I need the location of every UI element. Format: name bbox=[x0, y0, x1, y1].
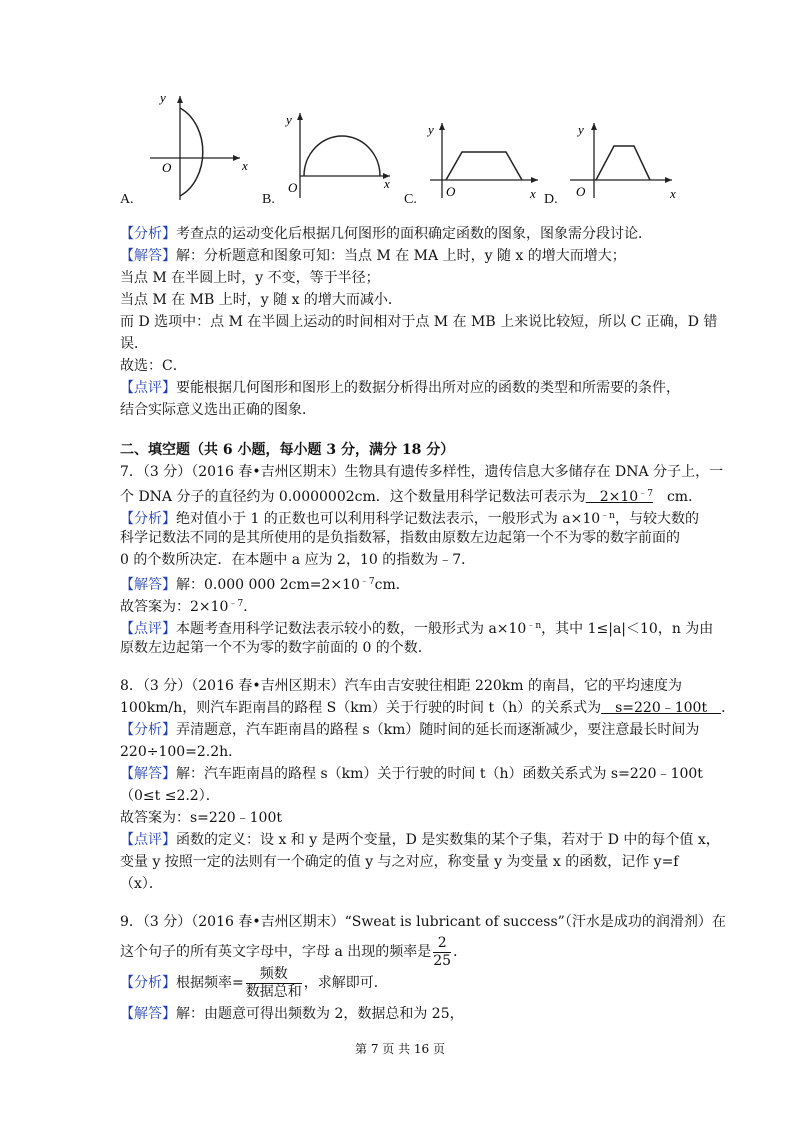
q6-solution-line: 而 D 选项中：点 M 在半圆上运动的时间相对于点 M 在 MB 上来说比较短，所以 C 正确，D 错 bbox=[120, 314, 718, 330]
axis-y: y bbox=[286, 112, 292, 127]
q9-analysis: 【分析】根据频率= $\frac{\text{频数}}{\text{数据总和}}$ ，求解即可． bbox=[120, 965, 388, 1000]
axis-y: y bbox=[428, 122, 434, 137]
q8-solution: 【解答】解：汽车距南昌的路程 s（km）关于行驶的时间 t（h）函数关系式为 s=220﹣100t bbox=[120, 766, 703, 782]
q6-solution-line: 【解答】解：分析题意和图象可知：当点 M 在 MA 上时，y 随 x 的增大而增大； bbox=[120, 248, 626, 264]
q8-comment-line: 变量 y 按照一定的法则有一个确定的值 y 与之对应，称变量 y 为变量 x 的函数，记作 y=f bbox=[120, 854, 679, 870]
q8-comment-line: （x）． bbox=[120, 876, 163, 892]
axis-x: x bbox=[530, 186, 536, 201]
graph-option-d bbox=[562, 118, 687, 203]
option-d-label: D. bbox=[544, 192, 558, 207]
q7-analysis-line: 科学记数法不同的是其所使用的是负指数幂，指数由原数左边起第一个不为零的数字前面的 bbox=[120, 530, 680, 546]
q7-stem: 7．（3 分）（2016 春•吉州区期末）生物具有遗传多样性，遗传信息大多储存在 DNA 分子上，一 bbox=[120, 464, 724, 480]
axis-y: y bbox=[160, 90, 166, 105]
origin-label: O bbox=[446, 184, 456, 199]
q7-stem-line: 个 DNA 分子的直径约为 0.0000002cm．这个数量用科学记数法可表示为 $2\times 10^{﹣7}$ cm． bbox=[120, 489, 703, 505]
comment-tag: 【点评】 bbox=[120, 832, 176, 848]
q8-comment: 【点评】函数的定义：设 x 和 y 是两个变量，D 是实数集的某个子集，若对于 D 中的每个值 x， bbox=[120, 832, 720, 848]
q6-comment-line: 结合实际意义选出正确的图象． bbox=[120, 402, 316, 418]
analysis-tag: 【分析】 bbox=[120, 975, 176, 991]
q7-analysis: 【分析】绝对值小于 1 的正数也可以利用科学记数法表示，一般形式为 $a\times 10^{﹣n}$，与较大数的 bbox=[120, 511, 699, 527]
analysis-tag: 【分析】 bbox=[120, 722, 176, 738]
option-a-label: A. bbox=[120, 192, 134, 207]
q7-answer: 故答案为：$2\times 10^{﹣7}$． bbox=[120, 599, 258, 615]
origin-label: O bbox=[162, 160, 172, 175]
q8-analysis: 【分析】弄清题意，汽车距南昌的路程 s（km）随时间的延长而逐渐减少，要注意最长时间为 bbox=[120, 722, 700, 738]
q6-comment: 【点评】要能根据几何图形和图形上的数据分析得出所对应的函数的类型和所需要的条件， bbox=[120, 380, 680, 396]
answer-fraction: $\frac{2}{25}$ bbox=[433, 934, 452, 969]
q7-analysis-line: 0 的个数所决定．在本题中 a 应为 2，10 的指数为﹣7． bbox=[120, 552, 476, 568]
q9-stem-line: 这个句子的所有英文字母中，字母 a 出现的频率是 $\frac{2}{25}$ ． bbox=[120, 934, 468, 969]
option-b-label: B. bbox=[262, 192, 275, 207]
q6-analysis: 【分析】考查点的运动变化后根据几何图形的面积确定函数的图象，图象需分段讨论． bbox=[120, 226, 652, 242]
q9-stem: 9．（3 分）（2016 春•吉州区期末）“Sweat is lubricant of success”（汗水是成功的润滑剂）在 bbox=[120, 914, 726, 930]
q6-answer: 故选：C． bbox=[120, 358, 187, 374]
axis-y: y bbox=[578, 122, 584, 137]
origin-label: O bbox=[576, 184, 586, 199]
solution-tag: 【解答】 bbox=[120, 248, 176, 264]
solution-tag: 【解答】 bbox=[120, 577, 176, 593]
q6-solution-line: 当点 M 在 MB 上时，y 随 x 的增大而减小． bbox=[120, 292, 402, 308]
q7-comment: 【点评】本题考查用科学记数法表示较小的数，一般形式为 $a\times 10^{﹣n}$，其中 1≤|a|＜10，n 为由 bbox=[120, 621, 714, 637]
q9-solution: 【解答】解：由题意可得出频数为 2，数据总和为 25， bbox=[120, 1006, 464, 1022]
q8-answer: 故答案为：s=220﹣100t bbox=[120, 810, 282, 826]
answer-blank: $2\times 10^{﹣7}$ bbox=[585, 489, 653, 505]
graph-options bbox=[0, 88, 800, 213]
analysis-tag: 【分析】 bbox=[120, 226, 176, 242]
option-c-label: C. bbox=[404, 192, 417, 207]
solution-tag: 【解答】 bbox=[120, 766, 176, 782]
answer-blank: s=220﹣100t bbox=[601, 700, 722, 716]
q6-solution-line: 误． bbox=[120, 336, 148, 352]
section-title: 二、填空题（共 6 小题，每小题 3 分，满分 18 分） bbox=[120, 442, 455, 458]
q7-solution: 【解答】解：0.000 000 $2cm=2\times 10^{﹣7}cm$． bbox=[120, 577, 410, 593]
comment-tag: 【点评】 bbox=[120, 621, 176, 637]
page-number: 第 7 页 共 16 页 bbox=[355, 1042, 445, 1056]
q8-stem: 8．（3 分）（2016 春•吉州区期末）汽车由吉安驶往相距 220km 的南昌，它的平均速度为 bbox=[120, 678, 682, 694]
origin-label: O bbox=[288, 180, 298, 195]
axis-x: x bbox=[384, 176, 390, 191]
axis-x: x bbox=[670, 186, 676, 201]
q6-solution-line: 当点 M 在半圆上时，y 不变，等于半径； bbox=[120, 270, 380, 286]
q8-solution-line: （0≤t ≤2.2）． bbox=[120, 788, 220, 804]
q8-analysis-line: 220÷100=2.2h． bbox=[120, 744, 243, 760]
analysis-tag: 【分析】 bbox=[120, 511, 176, 527]
comment-tag: 【点评】 bbox=[120, 380, 176, 396]
graph-option-a bbox=[140, 88, 260, 203]
solution-tag: 【解答】 bbox=[120, 1006, 176, 1022]
graph-option-c bbox=[420, 118, 545, 203]
q8-stem-line: 100km/h，则汽车距南昌的路程 S（km）关于行驶的时间 t（h）的关系式为 s=220﹣100t ． bbox=[120, 700, 736, 716]
graph-option-b bbox=[280, 108, 400, 203]
axis-x: x bbox=[242, 158, 248, 173]
frequency-fraction: $\frac{\text{频数}}{\text{数据总和}}$ bbox=[245, 965, 302, 1000]
q7-comment-line: 原数左边起第一个不为零的数字前面的 0 的个数． bbox=[120, 640, 432, 656]
